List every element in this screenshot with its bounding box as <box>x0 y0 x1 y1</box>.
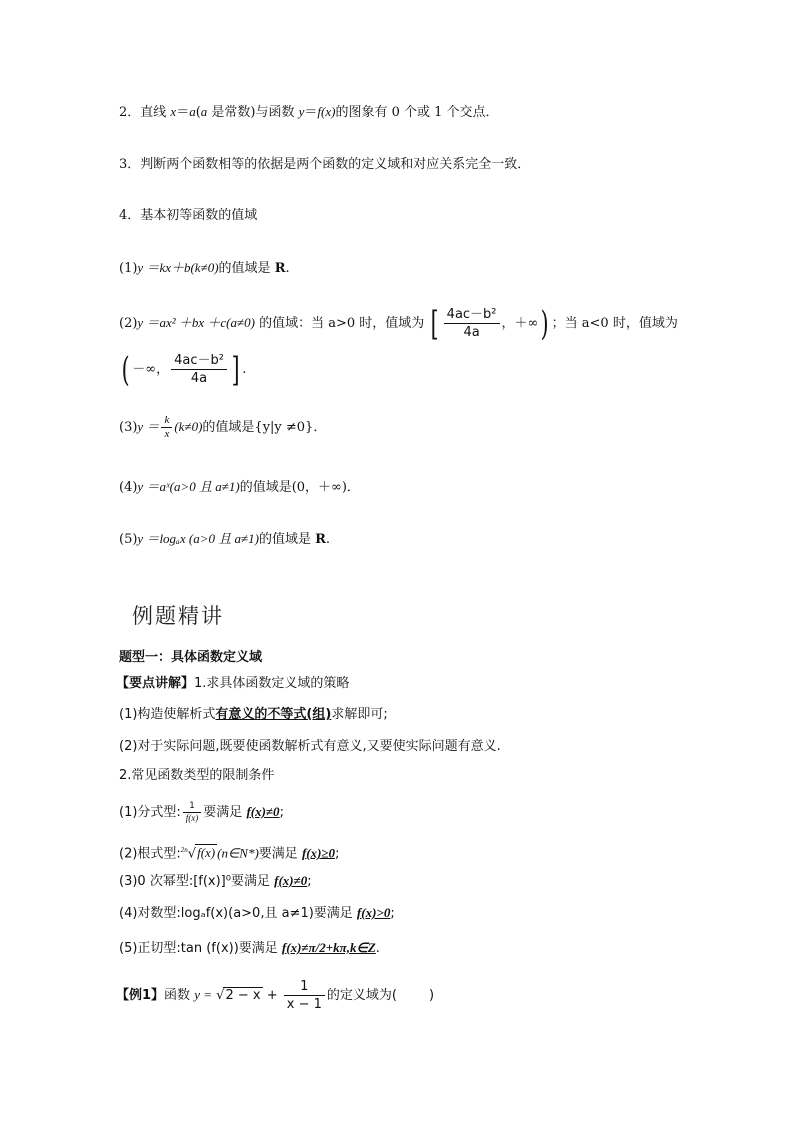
text: (1)构造使解析式 <box>119 707 216 722</box>
var-x: x <box>170 104 177 119</box>
text: ，＋∞ <box>501 316 539 331</box>
text: 求解即可; <box>331 707 388 722</box>
label: (1) <box>119 261 138 276</box>
text: (3)0 次幂型:[f(x)]⁰要满足 <box>119 874 275 889</box>
range-2 <box>119 303 678 344</box>
text: ；当 a<0 时，值域为 <box>551 316 678 331</box>
numerator: 1 <box>284 978 325 996</box>
restriction-4 <box>119 903 395 924</box>
item-3: 3．判断两个函数相等的依据是两个函数的定义域和对应关系完全一致． <box>119 157 531 172</box>
text: －∞， <box>132 362 170 377</box>
condition: f(x)≠0 <box>274 873 308 888</box>
text: 2．直线 <box>119 105 171 120</box>
key-points <box>116 674 349 694</box>
radicand: f(x) <box>197 845 216 861</box>
text: 的值域是{y|y ≠0}． <box>202 420 327 435</box>
text: . <box>285 261 290 276</box>
text: ( <box>195 105 201 120</box>
denominator: f(x) <box>185 813 199 823</box>
radical-sign: √ <box>216 988 225 1003</box>
var-f: f <box>317 104 322 119</box>
numerator: 1 <box>183 801 202 813</box>
var-y: y <box>298 104 305 119</box>
text: ; <box>335 846 340 862</box>
text: (5)正切型:tan (f(x))要满足 <box>119 941 282 956</box>
text: ; <box>390 906 395 921</box>
range-5 <box>119 529 330 550</box>
var-a: a <box>200 104 208 119</box>
fraction <box>183 801 202 824</box>
condition: (n∈N*) <box>217 845 259 861</box>
fraction <box>444 306 500 341</box>
text: . <box>242 362 247 377</box>
range-2-cont <box>119 349 247 390</box>
text: 是常数)与函数 <box>207 105 299 120</box>
restriction-5 <box>119 938 380 959</box>
strategy-2: (2)对于实际问题,既要使函数解析式有意义,又要使实际问题有意义. <box>119 739 501 754</box>
bracket-label: 【例1】 <box>116 988 165 1003</box>
section-title: 例题精讲 <box>132 604 224 628</box>
text: 的值域：当 a>0 时，值域为 <box>254 316 425 331</box>
fraction <box>171 352 227 387</box>
text: ) <box>428 988 435 1003</box>
numerator: 4ac－b² <box>444 306 500 324</box>
condition: f(x)≠0 <box>246 804 280 819</box>
restriction-3 <box>119 871 312 892</box>
fraction <box>161 414 172 441</box>
formula: y = <box>194 987 212 1002</box>
radical-sign: √ <box>187 846 197 862</box>
text: (1)分式型: <box>119 805 181 820</box>
text: (2)根式型: <box>119 846 181 862</box>
text: 要满足 <box>258 846 302 862</box>
condition: f(x)≠π/2+kπ,k∈Z <box>281 940 376 955</box>
text: 的定义域为( <box>326 988 397 1003</box>
text: 的值域是(0，＋∞)． <box>239 480 360 495</box>
text: . <box>325 532 331 547</box>
range-3 <box>119 414 326 441</box>
item-2 <box>119 102 499 123</box>
example-1 <box>116 978 434 1013</box>
label: (3) <box>119 420 138 435</box>
plus: + <box>266 988 278 1003</box>
underlined-text: 有意义的不等式(组) <box>215 707 332 722</box>
text: 1.求具体函数定义域的策略 <box>194 676 350 691</box>
text: (4)对数型:logₐf(x)(a>0,且 a≠1)要满足 <box>119 906 357 921</box>
bracket-label: 【要点讲解】 <box>116 676 195 691</box>
text: ＝ <box>304 105 318 120</box>
denominator: 4a <box>463 325 480 340</box>
set-R: R <box>274 261 286 276</box>
range-4 <box>119 477 360 498</box>
right-bracket: ] <box>231 349 240 390</box>
fraction <box>284 978 325 1013</box>
text: . <box>375 941 380 956</box>
restrictions-heading: 2.常见函数类型的限制条件 <box>119 768 275 783</box>
type-title: 题型一：具体函数定义域 <box>119 650 263 665</box>
formula: y ＝kx＋b(k≠0) <box>137 260 219 275</box>
restriction-1 <box>119 801 284 824</box>
condition: f(x)≥0 <box>301 845 336 861</box>
left-bracket: [ <box>431 303 440 344</box>
label: (2) <box>119 316 138 331</box>
text: 的值域是 <box>218 261 275 276</box>
text: 的图象有 0 个或 1 个交点． <box>335 105 499 120</box>
denominator: x <box>164 428 170 440</box>
text: ＝ <box>176 105 190 120</box>
denominator: x − 1 <box>286 997 322 1012</box>
numerator: k <box>161 414 172 428</box>
range-1 <box>119 258 290 279</box>
text: 的值域是 <box>258 532 316 547</box>
condition: (k≠0) <box>174 419 203 434</box>
var-fx: (x) <box>321 104 336 119</box>
var-a: a <box>189 104 196 119</box>
restriction-2 <box>119 840 339 864</box>
set-R: R <box>315 532 326 547</box>
denominator: 4a <box>190 371 208 386</box>
text: 函数 <box>164 988 191 1003</box>
text: ; <box>307 874 312 889</box>
strategy-1 <box>119 705 388 725</box>
label: (5) <box>119 532 138 547</box>
right-paren: ) <box>541 303 549 344</box>
root-index: 2n <box>180 846 188 854</box>
label: (4) <box>119 480 138 495</box>
text: ; <box>279 805 284 820</box>
formula: y ＝logₐx (a>0 且 a≠1) <box>137 531 259 546</box>
radicand: 2 − x <box>225 988 261 1003</box>
item-4: 4．基本初等函数的值域 <box>119 208 258 223</box>
numerator: 4ac－b² <box>171 352 227 370</box>
condition: f(x)>0 <box>356 905 391 920</box>
formula: y ＝ax² ＋bx ＋c(a≠0) <box>137 315 255 330</box>
formula: y ＝aˣ(a>0 且 a≠1) <box>137 479 240 494</box>
formula: y ＝ <box>137 419 160 434</box>
left-paren: ( <box>121 349 130 390</box>
text: 要满足 <box>203 805 247 820</box>
